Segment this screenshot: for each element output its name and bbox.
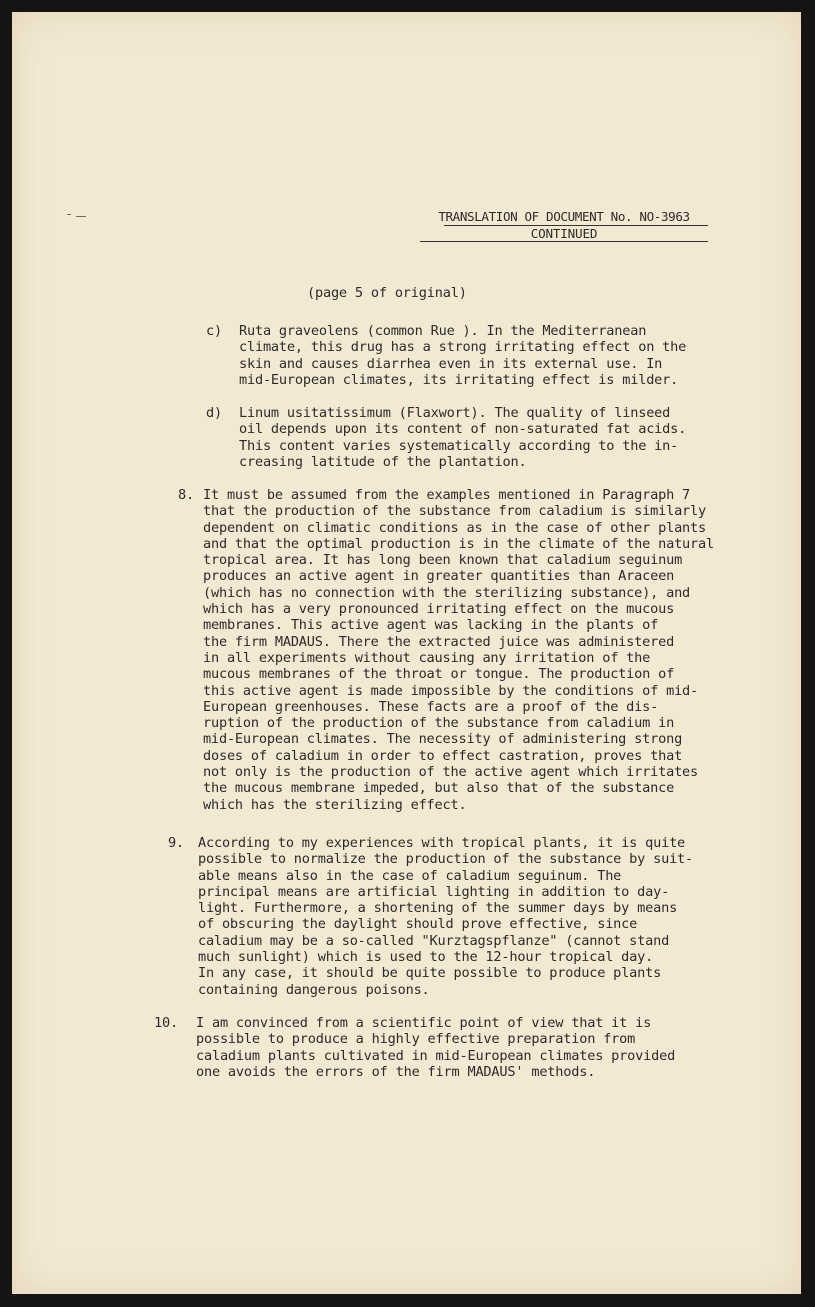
paragraph-text: I am convinced from a scientific point of view that it is possible to produce a highly effective preparation from caladium plants cultivated in mid-European climates provided one avoids the errors of the firm MADAUS' methods.	[196, 1015, 676, 1080]
paragraph-text: According to my experiences with tropical plants, it is quite possible to normalize the production of the substance by suit- able means also in the case of caladium seguinum. The principal means are artificial lighting in addition to day- light. Furthermore, a shortening of the summer days by means of obscuring the daylight should prove effective, since caladium may be a so-called "Kurztagspflanze" (cannot stand much sunlight) which is used to the 12-hour tropical day. In any case, it should be quite possible to produce plants containing dangerous poisons.	[198, 835, 694, 998]
subitem-text: Ruta graveolens (common Rue ). In the Mediterranean climate, this drug has a strong irritating effect on the skin and causes diarrhea even in its external use. In mid-European climates, its irritating effect is milder.	[239, 323, 687, 388]
header-continued: CONTINUED	[530, 226, 598, 241]
paragraph-number: 8.	[178, 487, 194, 503]
paragraph-8	[174, 487, 774, 813]
margin-mark	[67, 214, 71, 215]
subitem-c	[206, 323, 726, 388]
translation-header	[420, 209, 708, 242]
paragraph-number: 10.	[154, 1015, 178, 1031]
subitem-text: Linum usitatissimum (Flaxwort). The quality of linseed oil depends upon its content of non-saturated fat acids. This content varies systematically according to the in- creasing latitude of the plantation.	[239, 405, 687, 470]
paragraph-text: It must be assumed from the examples mentioned in Paragraph 7 that the production of the substance from caladium is similarly dependent on climatic conditions as in the case of other plants and that the optimal production is in the climate of the natural tropical area. It has long been known that caladium seguinum produces an active agent in greater quantities than Araceen (which has no connection with the sterilizing substance), and which has a very pronounced irritating effect on the mucous membranes. This active agent was lacking in the plants of the firm MADAUS. There the extracted juice was administered in all experiments without causing any irritation of the mucous membranes of the throat or tongue. The production of this active agent is made impossible by the conditions of mid- European greenhouses. These facts are a proof of the dis- ruption of the production of the substance from caladium in mid-European climates. The necessity of administering strong doses of caladium in order to effect castration, proves that not only is the production of the active agent which irritates the mucous membrane impeded, but also that of the substance which has the sterilizing effect.	[203, 487, 714, 813]
paragraph-10	[154, 1015, 754, 1080]
page-reference: (page 5 of original)	[307, 285, 467, 301]
subitem-d	[206, 405, 726, 470]
subitem-marker: c)	[206, 323, 222, 339]
header-rule-bottom	[420, 241, 708, 242]
paragraph-9	[164, 835, 764, 998]
paragraph-number: 9.	[168, 835, 184, 851]
margin-mark	[76, 216, 86, 217]
subitem-marker: d)	[206, 405, 222, 421]
document-page	[12, 12, 801, 1294]
header-title: TRANSLATION OF DOCUMENT No. NO-3963	[438, 209, 690, 224]
